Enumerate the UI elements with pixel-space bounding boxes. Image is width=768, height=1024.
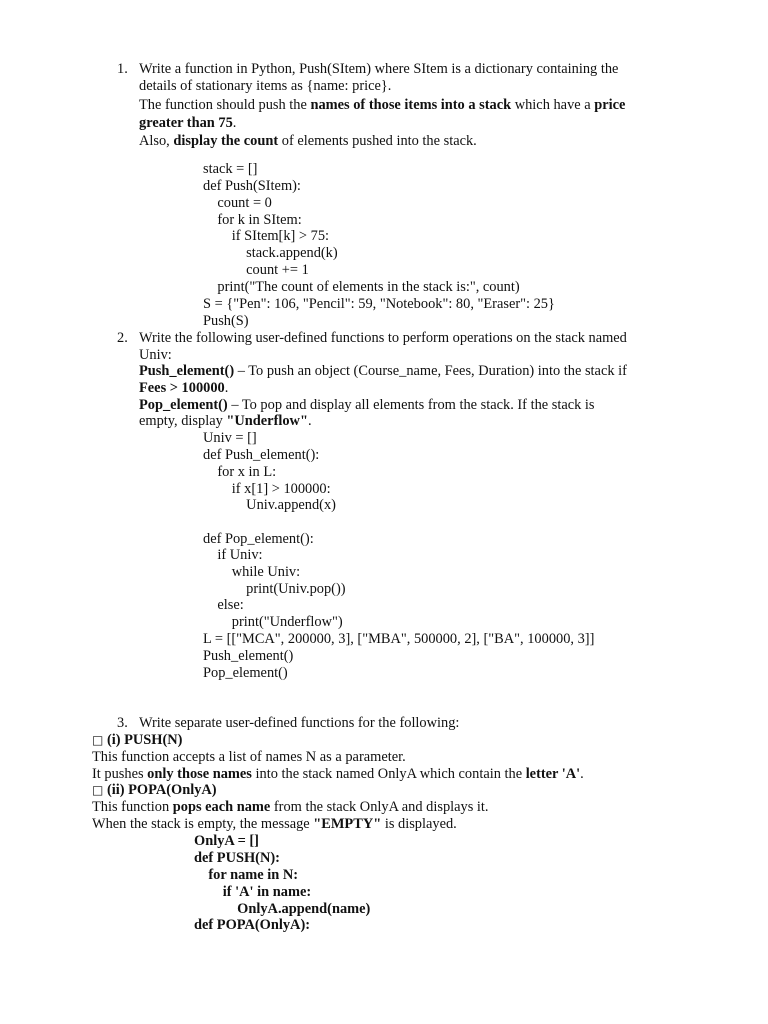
- q3-part2-title: □ (ii) POPA(OnlyA): [92, 782, 217, 798]
- q1-line-2: details of stationary items as {name: price}.: [139, 78, 392, 94]
- q1-code-line: count = 0: [203, 195, 272, 211]
- q2-pop-desc: Pop_element() – To pop and display all elements from the stack. If the stack is: [139, 397, 595, 413]
- q1-line-1: Write a function in Python, Push(SItem) where SItem is a dictionary containing the: [139, 61, 619, 77]
- q3-number: 3.: [117, 715, 128, 731]
- q2-code-line: if x[1] > 100000:: [203, 481, 331, 497]
- q3-code-line: if 'A' in name:: [194, 884, 312, 900]
- q2-fees-cond: Fees > 100000.: [139, 380, 229, 396]
- q1-code-line: S = {"Pen": 106, "Pencil": 59, "Notebook": 80, "Eraser": 25}: [203, 296, 555, 312]
- q1-line-5: Also, display the count of elements pushed into the stack.: [139, 133, 477, 149]
- q2-line-1: Write the following user-defined functions to perform operations on the stack named: [139, 330, 627, 346]
- q2-code-line: print("Underflow"): [203, 614, 343, 630]
- q3-code-line: OnlyA.append(name): [194, 901, 371, 917]
- q1-code-line: def Push(SItem):: [203, 178, 301, 194]
- q2-code-line: def Push_element():: [203, 447, 320, 463]
- q2-code-line: Univ.append(x): [203, 497, 336, 513]
- q1-code-line: for k in SItem:: [203, 212, 302, 228]
- q1-number: 1.: [117, 61, 128, 77]
- q2-empty-line: empty, display "Underflow".: [139, 413, 312, 429]
- q3-code-line: def PUSH(N):: [194, 850, 280, 866]
- q3-part1-line-2: It pushes only those names into the stack named OnlyA which contain the letter 'A'.: [92, 766, 584, 782]
- q2-code-line: Univ = []: [203, 430, 257, 446]
- q1-code-line: count += 1: [203, 262, 309, 278]
- q3-code-line: for name in N:: [194, 867, 299, 883]
- q2-number: 2.: [117, 330, 128, 346]
- q3-line-1: Write separate user-defined functions for the following:: [139, 715, 460, 731]
- q2-line-2: Univ:: [139, 347, 172, 363]
- q3-code-line: def POPA(OnlyA):: [194, 917, 311, 933]
- q1-code-line: stack.append(k): [203, 245, 338, 261]
- q2-code-line: for x in L:: [203, 464, 277, 480]
- q1-code-line: if SItem[k] > 75:: [203, 228, 330, 244]
- q2-code-line: if Univ:: [203, 547, 263, 563]
- box-icon: □: [92, 783, 104, 797]
- q2-code-line: def Pop_element():: [203, 531, 314, 547]
- q2-code-line: else:: [203, 597, 244, 613]
- q2-code-line: print(Univ.pop()): [203, 581, 346, 597]
- q2-code-line: L = [["MCA", 200000, 3], ["MBA", 500000, 2], ["BA", 100000, 3]]: [203, 631, 595, 647]
- q1-code-line: stack = []: [203, 161, 258, 177]
- q3-part1-title: □ (i) PUSH(N): [92, 732, 183, 748]
- q2-code-line: while Univ:: [203, 564, 301, 580]
- q3-part1-line-1: This function accepts a list of names N as a parameter.: [92, 749, 406, 765]
- q1-line-3: The function should push the names of those items into a stack which have a price: [139, 97, 626, 113]
- q3-part2-line-1: This function pops each name from the stack OnlyA and displays it.: [92, 799, 489, 815]
- q3-part2-line-2: When the stack is empty, the message "EMPTY" is displayed.: [92, 816, 457, 832]
- q1-line-4: greater than 75.: [139, 115, 237, 131]
- q1-code-line: Push(S): [203, 313, 249, 329]
- q2-push-desc: Push_element() – To push an object (Course_name, Fees, Duration) into the stack if: [139, 363, 627, 379]
- box-icon: □: [92, 733, 104, 747]
- q1-code-line: print("The count of elements in the stack is:", count): [203, 279, 520, 295]
- q2-code-line: Push_element(): [203, 648, 294, 664]
- q3-code-line: OnlyA = []: [194, 833, 259, 849]
- q2-code-line: Pop_element(): [203, 665, 288, 681]
